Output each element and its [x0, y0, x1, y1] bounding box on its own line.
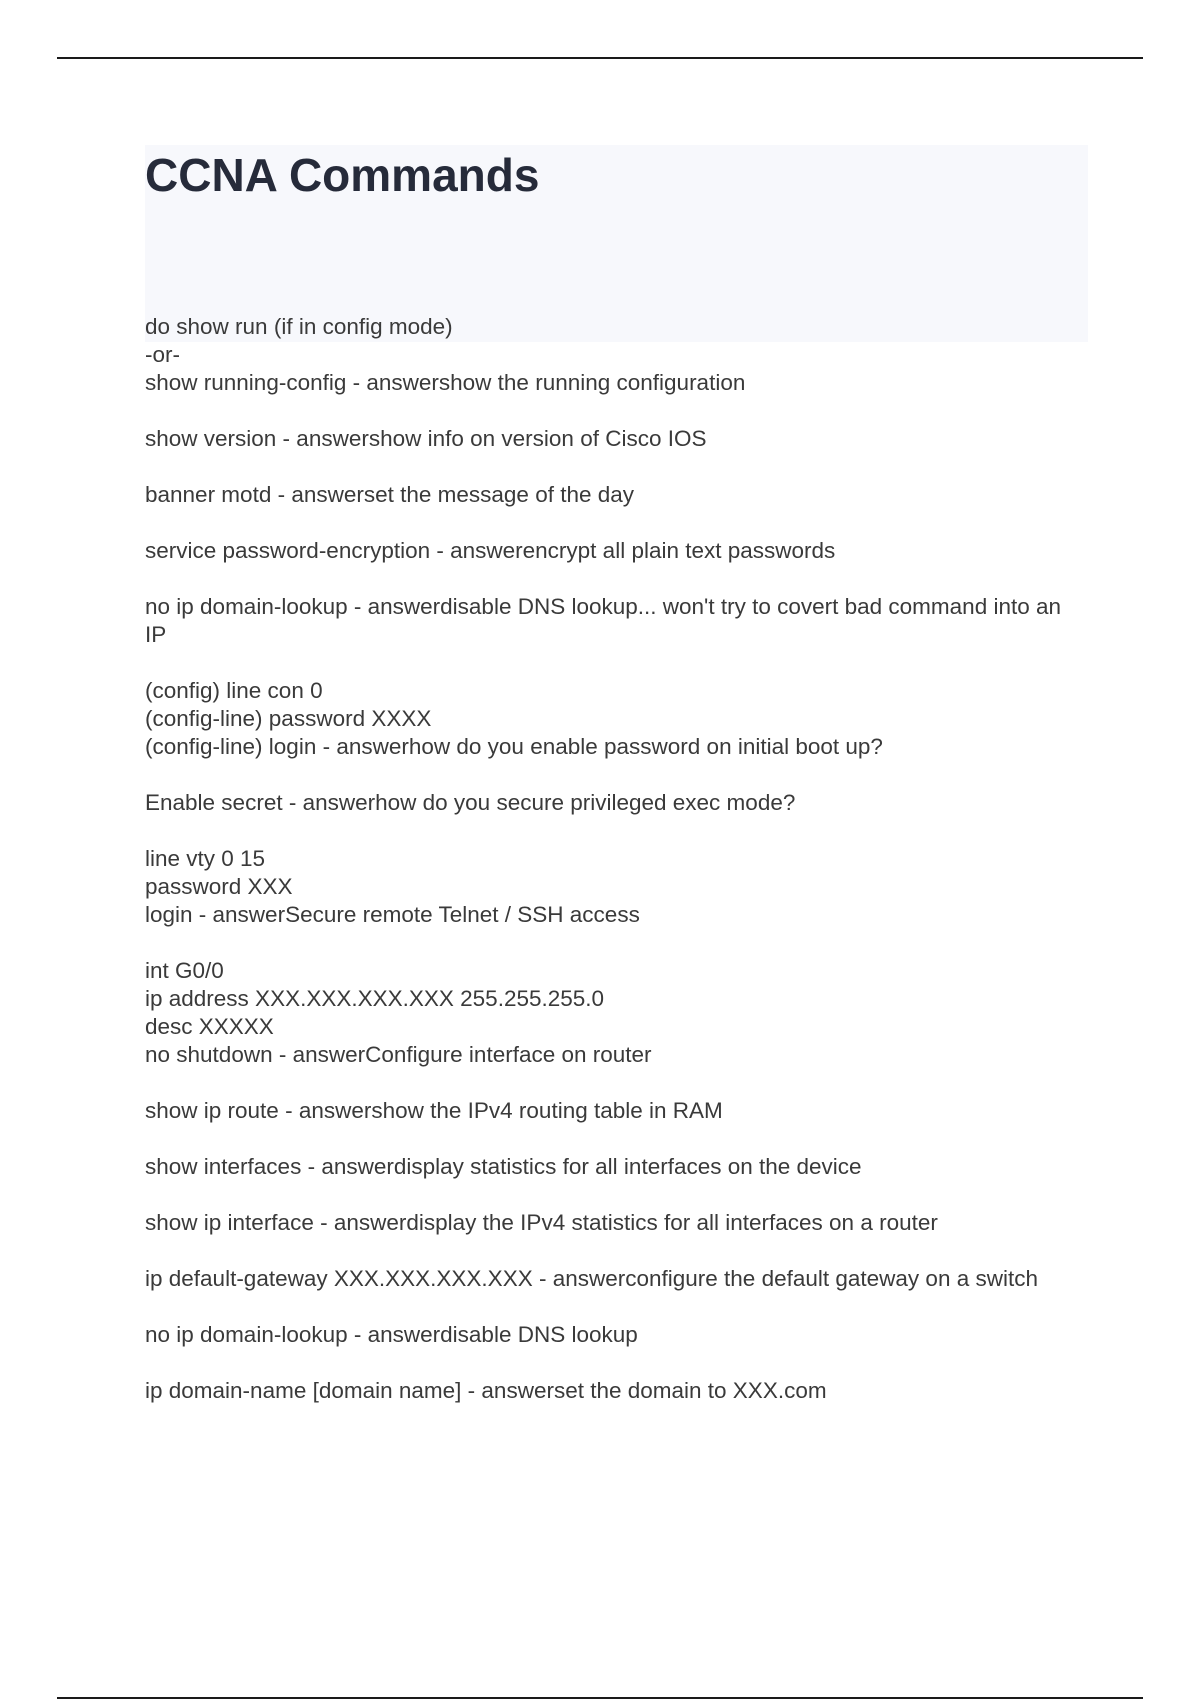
- list-item: [145, 313, 1085, 397]
- entry-line: (config) line con 0: [145, 678, 323, 703]
- entry-line: password XXX: [145, 874, 293, 899]
- list-item: [145, 593, 1085, 649]
- list-item: [145, 845, 1085, 929]
- list-item: [145, 1209, 1085, 1237]
- list-item: [145, 789, 1085, 817]
- entry-line: int G0/0: [145, 958, 224, 983]
- entry-line: (config-line) login - answerhow do you enable password on initial boot up?: [145, 734, 883, 759]
- entry-line: service password-encryption - answerencrypt all plain text passwords: [145, 538, 836, 563]
- page-title: CCNA Commands: [145, 149, 540, 201]
- list-item: [145, 481, 1085, 509]
- header-rule: [57, 57, 1143, 59]
- list-item: [145, 677, 1085, 761]
- list-item: [145, 1377, 1085, 1405]
- footer-rule: [57, 1697, 1143, 1699]
- command-list: [145, 313, 1085, 1433]
- entry-line: do show run (if in config mode): [145, 314, 453, 339]
- list-item: [145, 425, 1085, 453]
- list-item: [145, 1265, 1085, 1293]
- entry-line: desc XXXXX: [145, 1014, 274, 1039]
- list-item: [145, 1097, 1085, 1125]
- entry-line: show interfaces - answerdisplay statistics for all interfaces on the device: [145, 1154, 862, 1179]
- list-item: [145, 537, 1085, 565]
- entry-line: -or-: [145, 342, 180, 367]
- entry-line: show running-config - answershow the running configuration: [145, 370, 746, 395]
- entry-line: show ip interface - answerdisplay the IPv4 statistics for all interfaces on a router: [145, 1210, 938, 1235]
- entry-line: no shutdown - answerConfigure interface on router: [145, 1042, 652, 1067]
- entry-line: ip default-gateway XXX.XXX.XXX.XXX - answerconfigure the default gateway on a switch: [145, 1266, 1038, 1291]
- entry-line: Enable secret - answerhow do you secure privileged exec mode?: [145, 790, 796, 815]
- entry-line: no ip domain-lookup - answerdisable DNS lookup: [145, 1322, 638, 1347]
- entry-line: ip address XXX.XXX.XXX.XXX 255.255.255.0: [145, 986, 605, 1011]
- entry-line: show ip route - answershow the IPv4 routing table in RAM: [145, 1098, 723, 1123]
- list-item: [145, 1321, 1085, 1349]
- entry-line: line vty 0 15: [145, 846, 266, 871]
- entry-line: ip domain-name [domain name] - answerset the domain to XXX.com: [145, 1378, 827, 1403]
- entry-line: show version - answershow info on version of Cisco IOS: [145, 426, 707, 451]
- entry-line: login - answerSecure remote Telnet / SSH access: [145, 902, 640, 927]
- list-item: [145, 1153, 1085, 1181]
- entry-line: no ip domain-lookup - answerdisable DNS lookup... won't try to covert bad command into an IP: [145, 594, 1068, 647]
- entry-line: (config-line) password XXXX: [145, 706, 432, 731]
- list-item: [145, 957, 1085, 1069]
- entry-line: banner motd - answerset the message of the day: [145, 482, 635, 507]
